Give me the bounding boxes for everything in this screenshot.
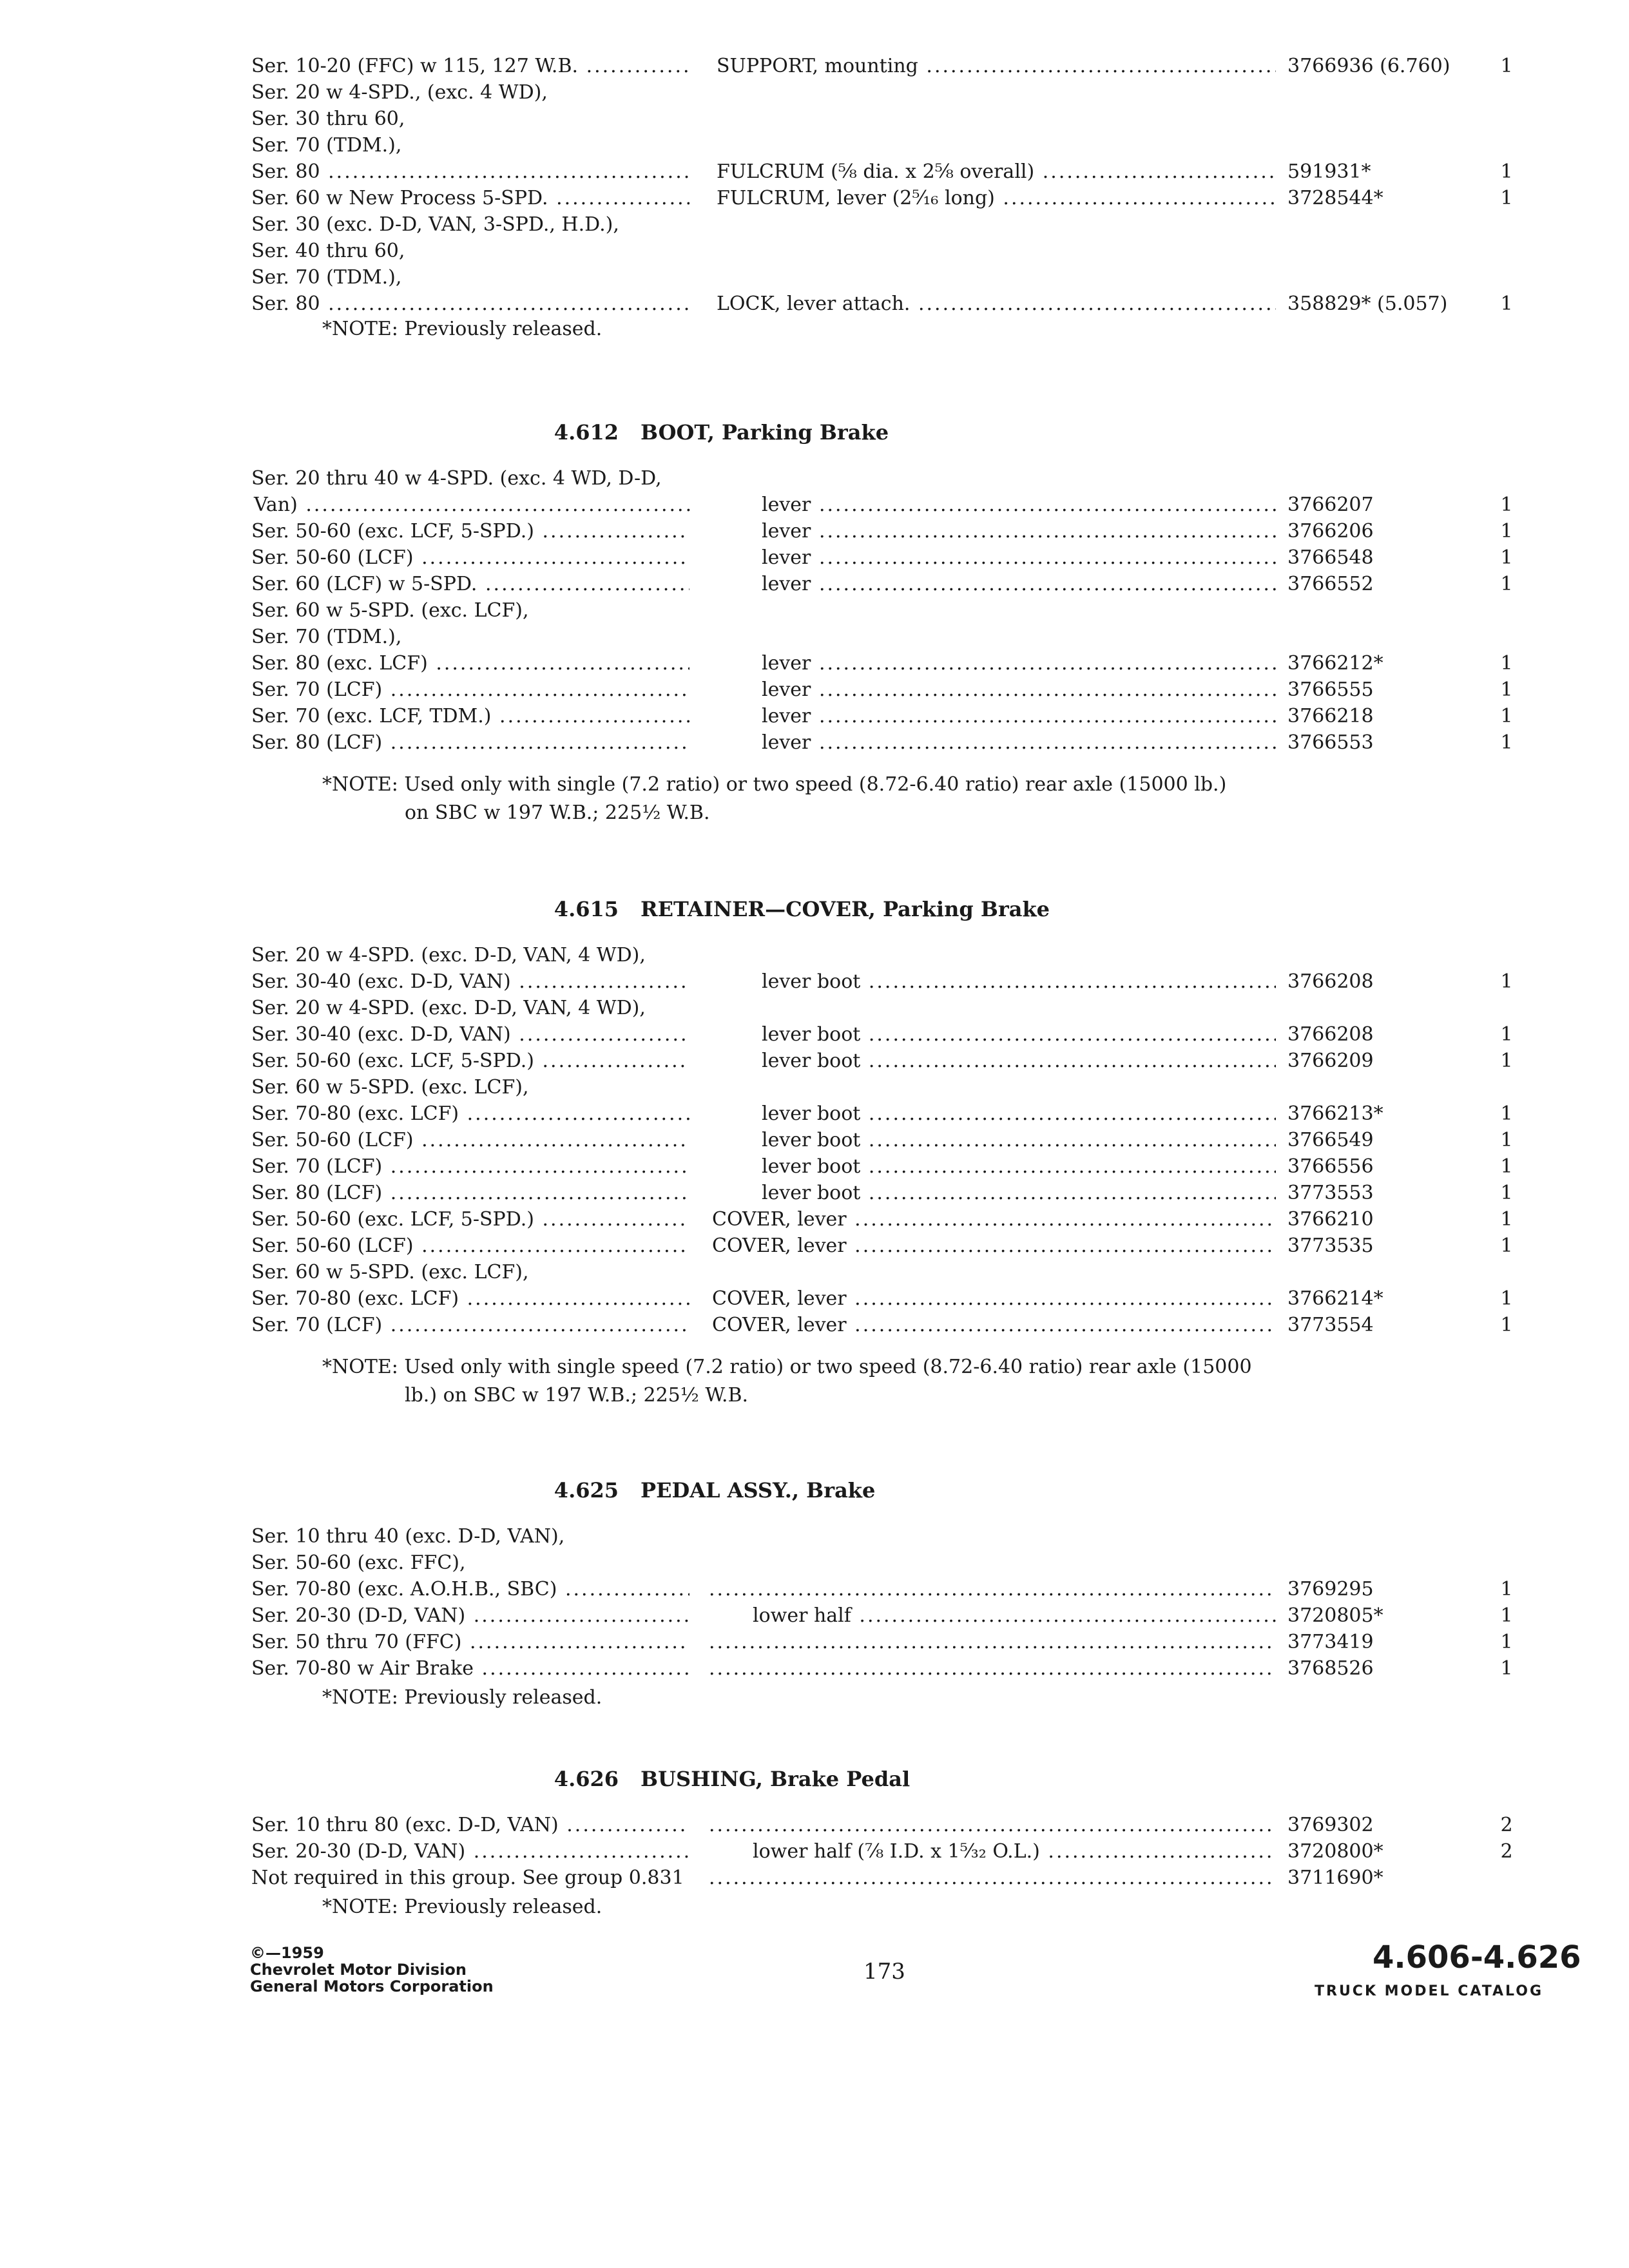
- part-number: 3773553: [1287, 1182, 1374, 1204]
- table-row: [0, 703, 1629, 730]
- footer-corporation: General Motors Corporation: [250, 1977, 494, 1995]
- table-row: [0, 1523, 1629, 1550]
- applicability-text: Ser. 30-40 (exc. D-D, VAN) .....: [251, 1021, 689, 1048]
- table-row: [0, 571, 1629, 598]
- applicability-text: Ser. 70-80 (exc. LCF) .....: [251, 1285, 689, 1312]
- section-title: BOOT, Parking Brake: [641, 420, 889, 445]
- applicability-text: Ser. 70 (TDM.),: [251, 134, 402, 157]
- quantity: 1: [1500, 1050, 1513, 1072]
- applicability-text: Ser. 60 w New Process 5-SPD. .....: [251, 185, 689, 212]
- part-description: [762, 677, 1276, 704]
- table-row: [0, 1048, 1629, 1075]
- part-number: 3711690*: [1287, 1867, 1383, 1889]
- section-code: 4.626: [554, 1767, 619, 1791]
- applicability-text: Ser. 80 (LCF) .....: [251, 729, 689, 756]
- applicability-text: Ser. 20 w 4-SPD. (exc. D-D, VAN, 4 WD),: [251, 944, 646, 966]
- applicability-text: Ser. 80 .....: [251, 159, 689, 186]
- quantity: 1: [1500, 1631, 1513, 1653]
- note-text: *NOTE: Used only with single (7.2 ratio) or two speed (8.72-6.40 ratio) rear axle (15000 lb.): [322, 773, 1227, 796]
- part-description-text: lever: [762, 520, 811, 543]
- part-number: 3769295: [1287, 1578, 1374, 1600]
- note-text: on SBC w 197 W.B.; 225½ W.B.: [405, 802, 710, 824]
- quantity: 1: [1500, 1287, 1513, 1310]
- part-description: [709, 1655, 1276, 1682]
- section-heading: [541, 1765, 910, 1792]
- quantity: 1: [1500, 546, 1513, 569]
- table-row: [0, 995, 1629, 1022]
- table-row: [0, 291, 1629, 318]
- applicability-text: Ser. 70 (LCF) .....: [251, 677, 689, 704]
- part-description-text: lower half: [753, 1604, 851, 1627]
- applicability-text: Ser. 70 (LCF) .....: [251, 1312, 689, 1339]
- part-number: 3773535: [1287, 1235, 1374, 1257]
- table-row: [0, 1629, 1629, 1656]
- part-number: 3773419: [1287, 1631, 1374, 1653]
- part-description-text: lever boot: [762, 1155, 861, 1178]
- table-row: [0, 1812, 1629, 1839]
- section-heading: [541, 1477, 875, 1504]
- table-row: [0, 1074, 1629, 1101]
- applicability-text: Ser. 50-60 (exc. LCF, 5-SPD.) .....: [251, 1048, 689, 1075]
- part-description-text: lever: [762, 546, 811, 569]
- part-number: 3720800*: [1287, 1840, 1383, 1863]
- part-description: [712, 1312, 1276, 1339]
- table-row: [0, 1127, 1629, 1154]
- table-row: [0, 942, 1629, 969]
- footer-copyright: ©—1959: [250, 1944, 324, 1962]
- quantity: 2: [1500, 1814, 1513, 1836]
- quantity: 1: [1500, 187, 1513, 209]
- quantity: 2: [1500, 1840, 1513, 1863]
- part-number: 3766218: [1287, 705, 1374, 727]
- quantity: 1: [1500, 678, 1513, 701]
- part-description-text: lever boot: [762, 1023, 861, 1046]
- part-number: 3766213*: [1287, 1102, 1383, 1125]
- applicability-text: Ser. 20 w 4-SPD., (exc. 4 WD),: [251, 81, 548, 104]
- part-number: 3766549: [1287, 1129, 1374, 1151]
- part-description: [762, 1180, 1276, 1207]
- section-code: 4.612: [554, 420, 619, 445]
- part-description: [712, 1233, 1276, 1260]
- part-description-text: lever: [762, 494, 811, 516]
- quantity: 1: [1500, 1023, 1513, 1046]
- quantity: 1: [1500, 1657, 1513, 1680]
- part-number: 591931*: [1287, 160, 1371, 183]
- part-number: 3766555: [1287, 678, 1374, 701]
- table-row: [0, 677, 1629, 704]
- table-row: [0, 238, 1629, 265]
- table-row: [0, 1838, 1629, 1865]
- part-number: 3728544*: [1287, 187, 1383, 209]
- part-number: 3766206: [1287, 520, 1374, 543]
- part-number: 3768526: [1287, 1657, 1374, 1680]
- part-number: 3773554: [1287, 1314, 1374, 1336]
- table-row: [0, 1153, 1629, 1180]
- applicability-text: Ser. 30 thru 60,: [251, 108, 405, 130]
- part-number: 3766214*: [1287, 1287, 1383, 1310]
- applicability-text: Ser. 70 (LCF) .....: [251, 1153, 689, 1180]
- applicability-text: Ser. 60 w 5-SPD. (exc. LCF),: [251, 599, 529, 622]
- quantity: 1: [1500, 652, 1513, 675]
- part-description: [717, 159, 1276, 186]
- note-text: *NOTE: Previously released.: [322, 1686, 602, 1709]
- applicability-text: Ser. 10 thru 40 (exc. D-D, VAN),: [251, 1525, 565, 1548]
- part-description-text: COVER, lever: [712, 1235, 847, 1257]
- table-row: [0, 1865, 1629, 1892]
- applicability-text: Ser. 30-40 (exc. D-D, VAN) .....: [251, 968, 689, 995]
- table-row: [0, 465, 1629, 492]
- note-text: *NOTE: Previously released.: [322, 318, 602, 340]
- part-number: 3769302: [1287, 1814, 1374, 1836]
- part-description: [709, 1865, 1276, 1892]
- section-title: PEDAL ASSY., Brake: [641, 1478, 876, 1503]
- part-description-text: COVER, lever: [712, 1314, 847, 1336]
- applicability-text: Ser. 20 w 4-SPD. (exc. D-D, VAN, 4 WD),: [251, 997, 646, 1019]
- applicability-text: Ser. 30 (exc. D-D, VAN, 3-SPD., H.D.),: [251, 213, 619, 236]
- note-text: lb.) on SBC w 197 W.B.; 225½ W.B.: [405, 1384, 749, 1407]
- section-code: 4.625: [554, 1478, 619, 1503]
- section-title: RETAINER—COVER, Parking Brake: [641, 897, 1050, 921]
- quantity: 1: [1500, 1235, 1513, 1257]
- table-row: [0, 624, 1629, 651]
- applicability-text: Ser. 50-60 (LCF) .....: [251, 544, 689, 572]
- part-description-text: lever: [762, 652, 811, 675]
- table-row: [0, 106, 1629, 133]
- table-row: [0, 53, 1629, 80]
- quantity: 1: [1500, 520, 1513, 543]
- part-number: 3766936 (6.760): [1287, 55, 1451, 77]
- applicability-text: Ser. 10 thru 80 (exc. D-D, VAN) .....: [251, 1812, 689, 1839]
- table-row: [0, 1550, 1629, 1577]
- quantity: 1: [1500, 160, 1513, 183]
- part-description-text: lever boot: [762, 1129, 861, 1151]
- part-number: 3766210: [1287, 1208, 1374, 1231]
- part-description: [709, 1576, 1276, 1603]
- table-row: [0, 729, 1629, 756]
- table-row: [0, 1655, 1629, 1682]
- quantity: 1: [1500, 1129, 1513, 1151]
- applicability-text: Ser. 80 .....: [251, 291, 689, 318]
- part-description-text: lever: [762, 731, 811, 754]
- table-row: [0, 650, 1629, 677]
- table-row: [0, 1233, 1629, 1260]
- part-number: 3766208: [1287, 1023, 1374, 1046]
- part-number: 3766208: [1287, 970, 1374, 993]
- applicability-text: Ser. 70-80 (exc. LCF) .....: [251, 1100, 689, 1128]
- quantity: 1: [1500, 731, 1513, 754]
- part-description: [712, 1285, 1276, 1312]
- table-row: [0, 968, 1629, 995]
- page-range: 4.606-4.626: [1373, 1939, 1581, 1975]
- part-description: [709, 1629, 1276, 1656]
- part-description-text: lever boot: [762, 1050, 861, 1072]
- part-description-text: lever: [762, 573, 811, 595]
- part-description: [709, 1812, 1276, 1839]
- applicability-text: Ser. 60 w 5-SPD. (exc. LCF),: [251, 1076, 529, 1099]
- part-description-text: lever: [762, 705, 811, 727]
- quantity: 1: [1500, 1182, 1513, 1204]
- part-description: [717, 185, 1276, 212]
- table-row: [0, 159, 1629, 186]
- table-row: [0, 1285, 1629, 1312]
- part-description-text: COVER, lever: [712, 1208, 847, 1231]
- footer-publisher: [250, 1945, 494, 1995]
- applicability-text: Ser. 50-60 (LCF) .....: [251, 1127, 689, 1154]
- part-description: [762, 1021, 1276, 1048]
- part-number: 3766212*: [1287, 652, 1383, 675]
- part-description: [762, 729, 1276, 756]
- quantity: 1: [1500, 1578, 1513, 1600]
- part-description: [762, 1048, 1276, 1075]
- part-number: 3766548: [1287, 546, 1374, 569]
- quantity: 1: [1500, 1314, 1513, 1336]
- quantity: 1: [1500, 293, 1513, 315]
- part-number: 3766209: [1287, 1050, 1374, 1072]
- applicability-text: Ser. 50-60 (exc. FFC),: [251, 1552, 466, 1574]
- applicability-text: Ser. 50 thru 70 (FFC) .....: [251, 1629, 689, 1656]
- part-description: [762, 518, 1276, 545]
- note-text: *NOTE: Previously released.: [322, 1896, 602, 1918]
- applicability-text: Ser. 80 (exc. LCF) .....: [251, 650, 689, 677]
- table-row: [0, 1602, 1629, 1629]
- part-number: 3766553: [1287, 731, 1374, 754]
- part-description: [762, 492, 1276, 519]
- part-number: 3720805*: [1287, 1604, 1383, 1627]
- applicability-text: Ser. 80 (LCF) .....: [251, 1180, 689, 1207]
- section-heading: [541, 896, 1050, 923]
- part-description-text: FULCRUM (⅝ dia. x 2⅝ overall): [717, 160, 1035, 183]
- quantity: 1: [1500, 1155, 1513, 1178]
- quantity: 1: [1500, 55, 1513, 77]
- part-description-text: SUPPORT, mounting: [717, 55, 918, 77]
- applicability-text: Ser. 50-60 (exc. LCF, 5-SPD.) .....: [251, 518, 689, 545]
- part-description-text: lever: [762, 678, 811, 701]
- part-description: [762, 571, 1276, 598]
- applicability-text: Ser. 50-60 (exc. LCF, 5-SPD.) .....: [251, 1206, 689, 1233]
- table-row: [0, 1312, 1629, 1339]
- applicability-text: Ser. 70 (exc. LCF, TDM.) .....: [251, 703, 689, 730]
- part-description-text: FULCRUM, lever (2⁵⁄₁₆ long): [717, 187, 995, 209]
- quantity: 1: [1500, 1604, 1513, 1627]
- part-description: [717, 291, 1276, 318]
- footer-division: Chevrolet Motor Division: [250, 1961, 467, 1979]
- quantity: 1: [1500, 1208, 1513, 1231]
- part-description-text: COVER, lever: [712, 1287, 847, 1310]
- applicability-text: Ser. 10-20 (FFC) w 115, 127 W.B. .....: [251, 53, 689, 80]
- part-description: [712, 1206, 1276, 1233]
- part-number: 3766556: [1287, 1155, 1374, 1178]
- part-description: [717, 53, 1276, 80]
- applicability-text: Ser. 70 (TDM.),: [251, 626, 402, 648]
- section-title: BUSHING, Brake Pedal: [641, 1767, 911, 1791]
- part-description: [762, 968, 1276, 995]
- applicability-text: Ser. 20-30 (D-D, VAN) .....: [251, 1838, 689, 1865]
- quantity: 1: [1500, 494, 1513, 516]
- applicability-text: Van) .....: [251, 492, 692, 519]
- part-number: 358829* (5.057): [1287, 293, 1448, 315]
- section-code: 4.615: [554, 897, 619, 921]
- table-row: [0, 1206, 1629, 1233]
- applicability-text: Not required in this group. See group 0.831: [251, 1867, 684, 1889]
- part-description: [762, 1100, 1276, 1128]
- part-description-text: LOCK, lever attach.: [717, 293, 911, 315]
- part-description-text: lever boot: [762, 970, 861, 993]
- table-row: [0, 1259, 1629, 1286]
- part-description-text: lower half (⅞ I.D. x 1⁵⁄₃₂ O.L.): [753, 1840, 1040, 1863]
- table-row: [0, 185, 1629, 212]
- note-text: *NOTE: Used only with single speed (7.2 ratio) or two speed (8.72-6.40 ratio) rear axle (15000: [322, 1356, 1252, 1378]
- table-row: [0, 1576, 1629, 1603]
- table-row: [0, 492, 1629, 519]
- quantity: 1: [1500, 1102, 1513, 1125]
- quantity: 1: [1500, 970, 1513, 993]
- table-row: [0, 211, 1629, 238]
- applicability-text: Ser. 60 w 5-SPD. (exc. LCF),: [251, 1261, 529, 1283]
- applicability-text: Ser. 40 thru 60,: [251, 240, 405, 262]
- part-description-text: lever boot: [762, 1182, 861, 1204]
- table-row: [0, 132, 1629, 159]
- part-description: [762, 1153, 1276, 1180]
- table-row: [0, 518, 1629, 545]
- quantity: 1: [1500, 573, 1513, 595]
- table-row: [0, 597, 1629, 624]
- applicability-text: Ser. 50-60 (LCF) .....: [251, 1233, 689, 1260]
- applicability-text: Ser. 70 (TDM.),: [251, 266, 402, 289]
- part-description: [762, 703, 1276, 730]
- applicability-text: Ser. 70-80 w Air Brake .....: [251, 1655, 689, 1682]
- part-description: [762, 650, 1276, 677]
- applicability-text: Ser. 60 (LCF) w 5-SPD. .....: [251, 571, 689, 598]
- quantity: 1: [1500, 705, 1513, 727]
- table-row: [0, 79, 1629, 106]
- part-description: [753, 1838, 1276, 1865]
- table-row: [0, 1021, 1629, 1048]
- table-row: [0, 544, 1629, 572]
- part-number: 3766552: [1287, 573, 1374, 595]
- part-number: 3766207: [1287, 494, 1374, 516]
- page-number: 173: [863, 1959, 905, 1984]
- section-heading: [541, 419, 889, 446]
- applicability-text: Ser. 70-80 (exc. A.O.H.B., SBC) .....: [251, 1576, 689, 1603]
- table-row: [0, 1180, 1629, 1207]
- part-description: [762, 544, 1276, 572]
- part-description: [762, 1127, 1276, 1154]
- applicability-text: Ser. 20-30 (D-D, VAN) .....: [251, 1602, 689, 1629]
- applicability-text: Ser. 20 thru 40 w 4-SPD. (exc. 4 WD, D-D,: [251, 467, 662, 490]
- catalog-title: TRUCK MODEL CATALOG: [1315, 1983, 1544, 1999]
- table-row: [0, 264, 1629, 291]
- part-description: [753, 1602, 1276, 1629]
- table-row: [0, 1100, 1629, 1128]
- part-description-text: lever boot: [762, 1102, 861, 1125]
